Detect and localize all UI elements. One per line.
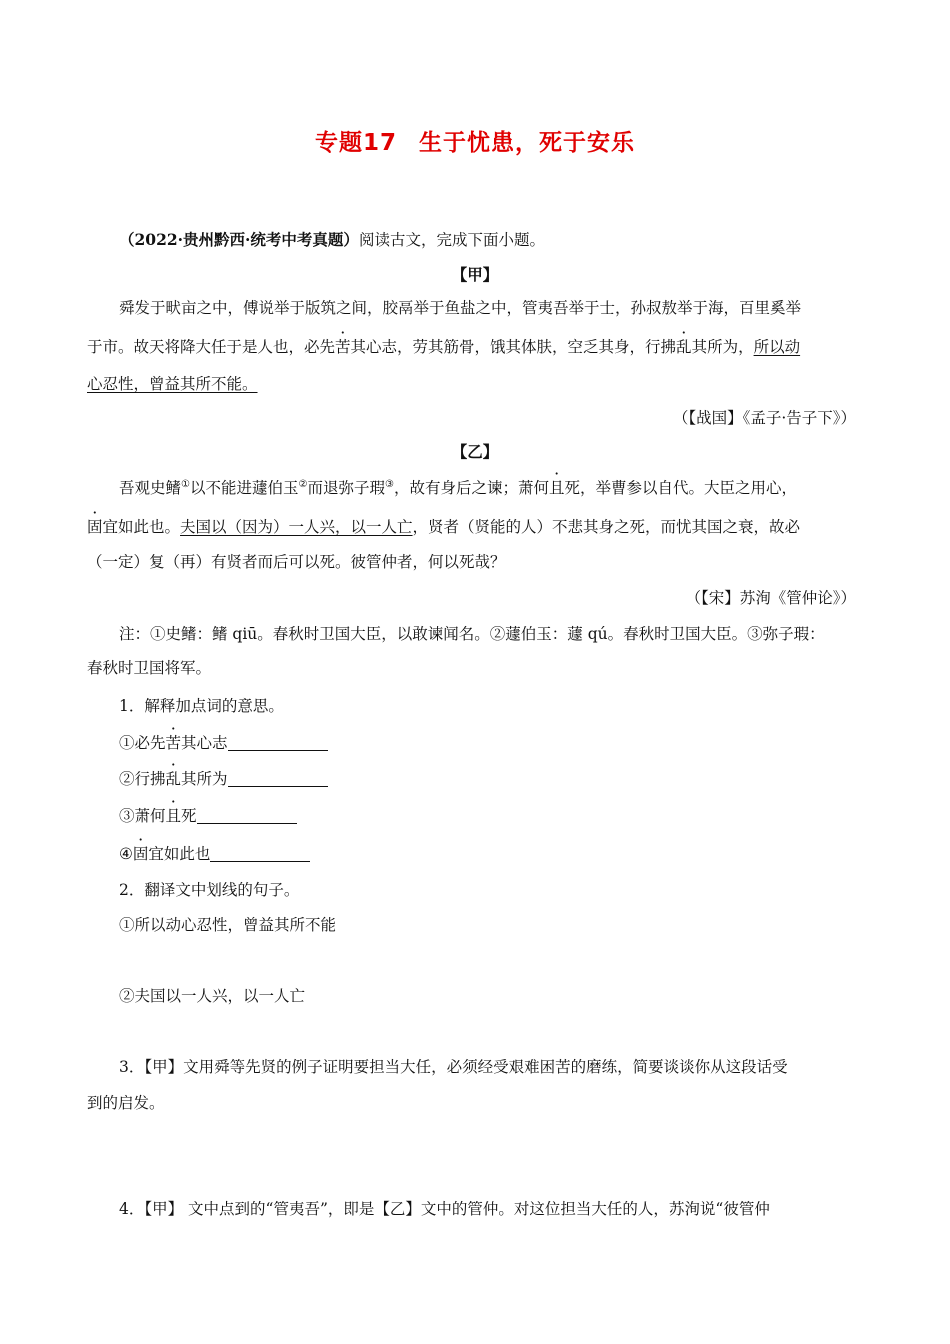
question-1-item	[119, 843, 899, 865]
question-1-stem: 1．解释加点词的意思。	[119, 697, 284, 715]
notes-line-2: 春秋时卫国将军。	[87, 659, 212, 677]
dotted-word: 且	[165, 807, 182, 825]
dotted-word: 苦	[165, 734, 182, 752]
title-topic-number: 专题17	[314, 130, 397, 156]
footnote-marker: ①	[181, 479, 190, 490]
question-1-item	[119, 805, 899, 827]
jia-text: 于市。故天将降大任于是人也，必先	[87, 338, 336, 356]
yi-text: 而退弥子瑕	[307, 479, 385, 497]
yi-text: 宜如此也。	[102, 518, 181, 536]
yi-line-1	[119, 477, 899, 499]
question-3-line-2: 到的启发。	[87, 1094, 165, 1112]
yi-text: 吾观史鳍	[119, 479, 182, 497]
question-1-item	[119, 732, 899, 754]
item-number: ③	[119, 807, 135, 825]
notes-line-1: 注：①史鳍：鳍 qiū。春秋时卫国大臣，以敢谏闻名。②蘧伯玉：蘧 qú。春秋时卫国大臣。③弥子瑕：	[119, 625, 825, 643]
answer-blank[interactable]	[210, 845, 310, 862]
yi-text: 以不能进蘧伯玉	[189, 479, 299, 497]
jia-text: 其所为，	[691, 338, 754, 356]
yi-line-3: （一定）复（再）有贤者而后可以死。彼管仲者，何以死哉？	[87, 553, 506, 571]
dotted-word: 固	[132, 845, 149, 863]
footnote-marker: ③	[384, 479, 394, 490]
item-text: 其心志	[181, 734, 228, 752]
item-number: ①	[119, 734, 135, 752]
dotted-word: 乱	[676, 338, 692, 356]
item-text: 其所为	[181, 770, 228, 788]
yi-heading: 【乙】	[451, 442, 499, 461]
underlined-sentence: 所以动	[753, 338, 801, 356]
item-text: 宜如此也	[148, 845, 211, 863]
title-text: 生于忧患，死于安乐	[419, 130, 635, 156]
dotted-word: 固	[87, 518, 103, 536]
answer-blank[interactable]	[228, 734, 328, 751]
underlined-sentence: 夫国以（因为）一人兴，以一人亡	[180, 518, 413, 536]
yi-text: ，贤者（贤能的人）不悲其身之死，而忧其国之衰，故必	[412, 518, 801, 536]
question-1-item	[119, 768, 899, 790]
question-source: （2022·贵州黔西·统考中考真题）	[119, 230, 359, 249]
page-title	[0, 124, 950, 157]
item-text: 萧何	[134, 807, 166, 825]
dotted-word: 苦	[335, 338, 351, 356]
jia-line-3	[87, 373, 867, 395]
answer-blank[interactable]	[228, 770, 328, 787]
jia-line-2	[87, 336, 867, 358]
dotted-word: 乱	[165, 770, 182, 788]
jia-line-1: 舜发于畎亩之中，傅说举于版筑之间，胶鬲举于鱼盐之中，管夷吾举于士，孙叔敖举于海，百里奚举	[119, 299, 802, 317]
yi-text: ，故有身后之谏；萧何	[393, 479, 549, 497]
yi-source: （【宋】苏洵《管仲论》）	[685, 589, 856, 607]
question-2-stem: 2．翻译文中划线的句子。	[119, 881, 300, 899]
question-4-line-1: 4．【甲】 文中点到的“管夷吾”，即是【乙】文中的管仲。对这位担当大任的人，苏洵说“彼管仲	[119, 1200, 770, 1218]
intro-line	[119, 229, 899, 251]
question-3-line-1: 3．【甲】文用舜等先贤的例子证明要担当大任，必须经受艰难困苦的磨练，简要谈谈你从这段话受	[119, 1058, 788, 1076]
item-text: 死	[181, 807, 197, 825]
underlined-sentence: 心忍性，曾益其所不能。	[87, 375, 258, 393]
item-number: ②	[119, 770, 135, 788]
dotted-word: 且	[548, 479, 565, 497]
jia-heading: 【甲】	[451, 265, 499, 284]
yi-text: 死，举曹参以自代。大臣之用心，	[564, 479, 797, 497]
intro-text: 阅读古文，完成下面小题。	[358, 231, 545, 249]
answer-blank[interactable]	[197, 807, 297, 824]
jia-source: （【战国】《孟子·告子下》）	[672, 409, 856, 427]
footnote-marker: ②	[298, 479, 308, 490]
jia-text: 其心志，劳其筋骨，饿其体肤，空乏其身，行拂	[350, 338, 677, 356]
item-number: ④	[119, 845, 133, 863]
item-text: 行拂	[134, 770, 166, 788]
yi-line-2	[87, 516, 867, 538]
question-2-item: ①所以动心忍性，曾益其所不能	[119, 916, 337, 934]
item-text: 必先	[134, 734, 166, 752]
question-2-item: ②夫国以一人兴，以一人亡	[119, 987, 306, 1005]
